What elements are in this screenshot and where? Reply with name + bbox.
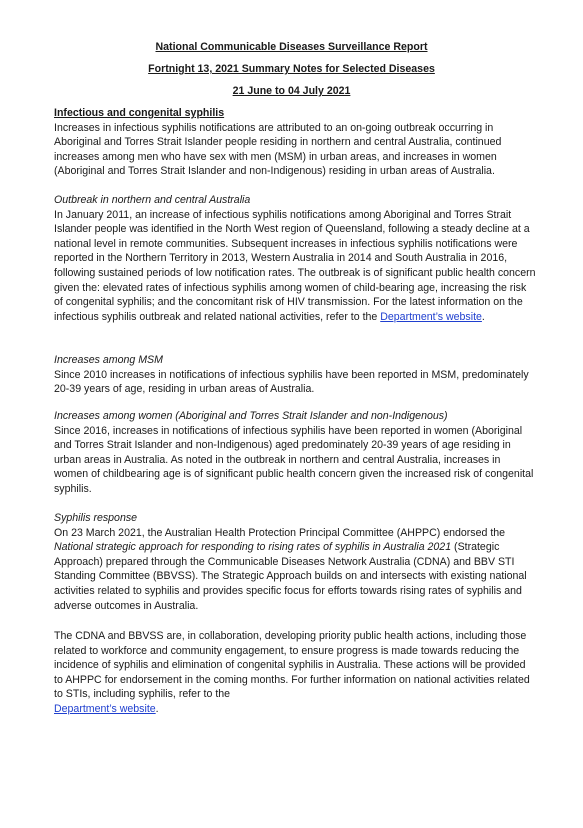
report-subtitle: Fortnight 13, 2021 Summary Notes for Selected Diseases <box>148 63 435 75</box>
section-heading: Outbreak in northern and central Australia <box>54 194 251 206</box>
section-response-continued <box>54 629 536 717</box>
departments-website-link[interactable]: Department’s website <box>380 310 482 323</box>
section-heading: Infectious and congenital syphilis <box>54 107 225 119</box>
section-heading: Increases among MSM <box>54 354 163 366</box>
section-body: In January 2011, an increase of infectious syphilis notifications among Aboriginal and Torres Strait Islander people was identified in the North West region of Queensland, following a steady decline at a national level in remote communities. Subsequent increases in infectious syphilis notifications were reported in the Northern Territory in 2013, Western Australia in 2014 and South Australia in 2016, following sustained periods of low notification rates. The outbreak is of significant public health concern given the: elevated rates of infectious syphilis among women of child-bearing age, increasing the risk of congenital syphilis; and the concomitant risk of HIV transmission. For the latest information on the infectious syphilis outbreak and related national activities, refer to the Department’s website. <box>54 208 536 323</box>
section-heading: Increases among women (Aboriginal and Torres Strait Islander and non-Indigenous) <box>54 410 448 422</box>
section-intro <box>54 106 536 179</box>
section-outbreak <box>54 193 536 324</box>
section-body: Increases in infectious syphilis notifications are attributed to an on-going outbreak occurring in Aboriginal and Torres Strait Islander people residing in northern and central Australia, continued increases among men who have sex with men (MSM) in urban areas, and increases in women (Aboriginal and Torres Strait Islander and non-Indigenous) residing in urban areas of Australia. <box>54 121 502 178</box>
section-response <box>54 511 536 613</box>
section-body: On 23 March 2021, the Australian Health Protection Principal Committee (AHPPC) endorsed the National strategic approach for responding to rising rates of syphilis in Australia 2021 (Strategic Approach) prepared through the Communicable Diseases Network Australia (CDNA) and BBV STI Standing Committee (BBVSS). The Strategic Approach builds on and intersects with existing national activities related to syphilis and provides specific focus for efforts towards rising rates of syphilis and adverse outcomes in Australia. <box>54 526 527 612</box>
section-women <box>54 409 536 497</box>
section-heading: Syphilis response <box>54 512 138 524</box>
report-title: National Communicable Diseases Surveillance Report <box>155 41 428 53</box>
section-body: The CDNA and BBVSS are, in collaboration, developing priority public health actions, including those related to workforce and community engagement, to ensure progress is made towards reducing the incidence of syphilis and elimination of congenital syphilis in Australia. These actions will be provided to AHPPC for endorsement in the coming months. For further information on national activities related to STIs, including syphilis, refer to the Department’s website. <box>54 630 530 715</box>
departments-website-link-2[interactable]: Department’s website <box>54 702 156 715</box>
report-dates: 21 June to 04 July 2021 <box>232 85 351 97</box>
strategy-title: National strategic approach for responding to rising rates of syphilis in Australia 2021 <box>54 541 452 554</box>
section-msm <box>54 353 536 397</box>
section-body: Since 2016, increases in notifications of infectious syphilis have been reported in women (Aboriginal and Torres Strait Islander and non-Indigenous) aged predominately 20-39 years of age residing in urban areas in Australia. As noted in the outbreak in northern and central Australia, increases in women of childbearing age is of significant public health concern given the increased risk of congenital syphilis. <box>54 424 534 495</box>
section-body: Since 2010 increases in notifications of infectious syphilis have been reported in MSM, predominately 20-39 years of age, residing in urban areas of Australia. <box>54 368 529 396</box>
